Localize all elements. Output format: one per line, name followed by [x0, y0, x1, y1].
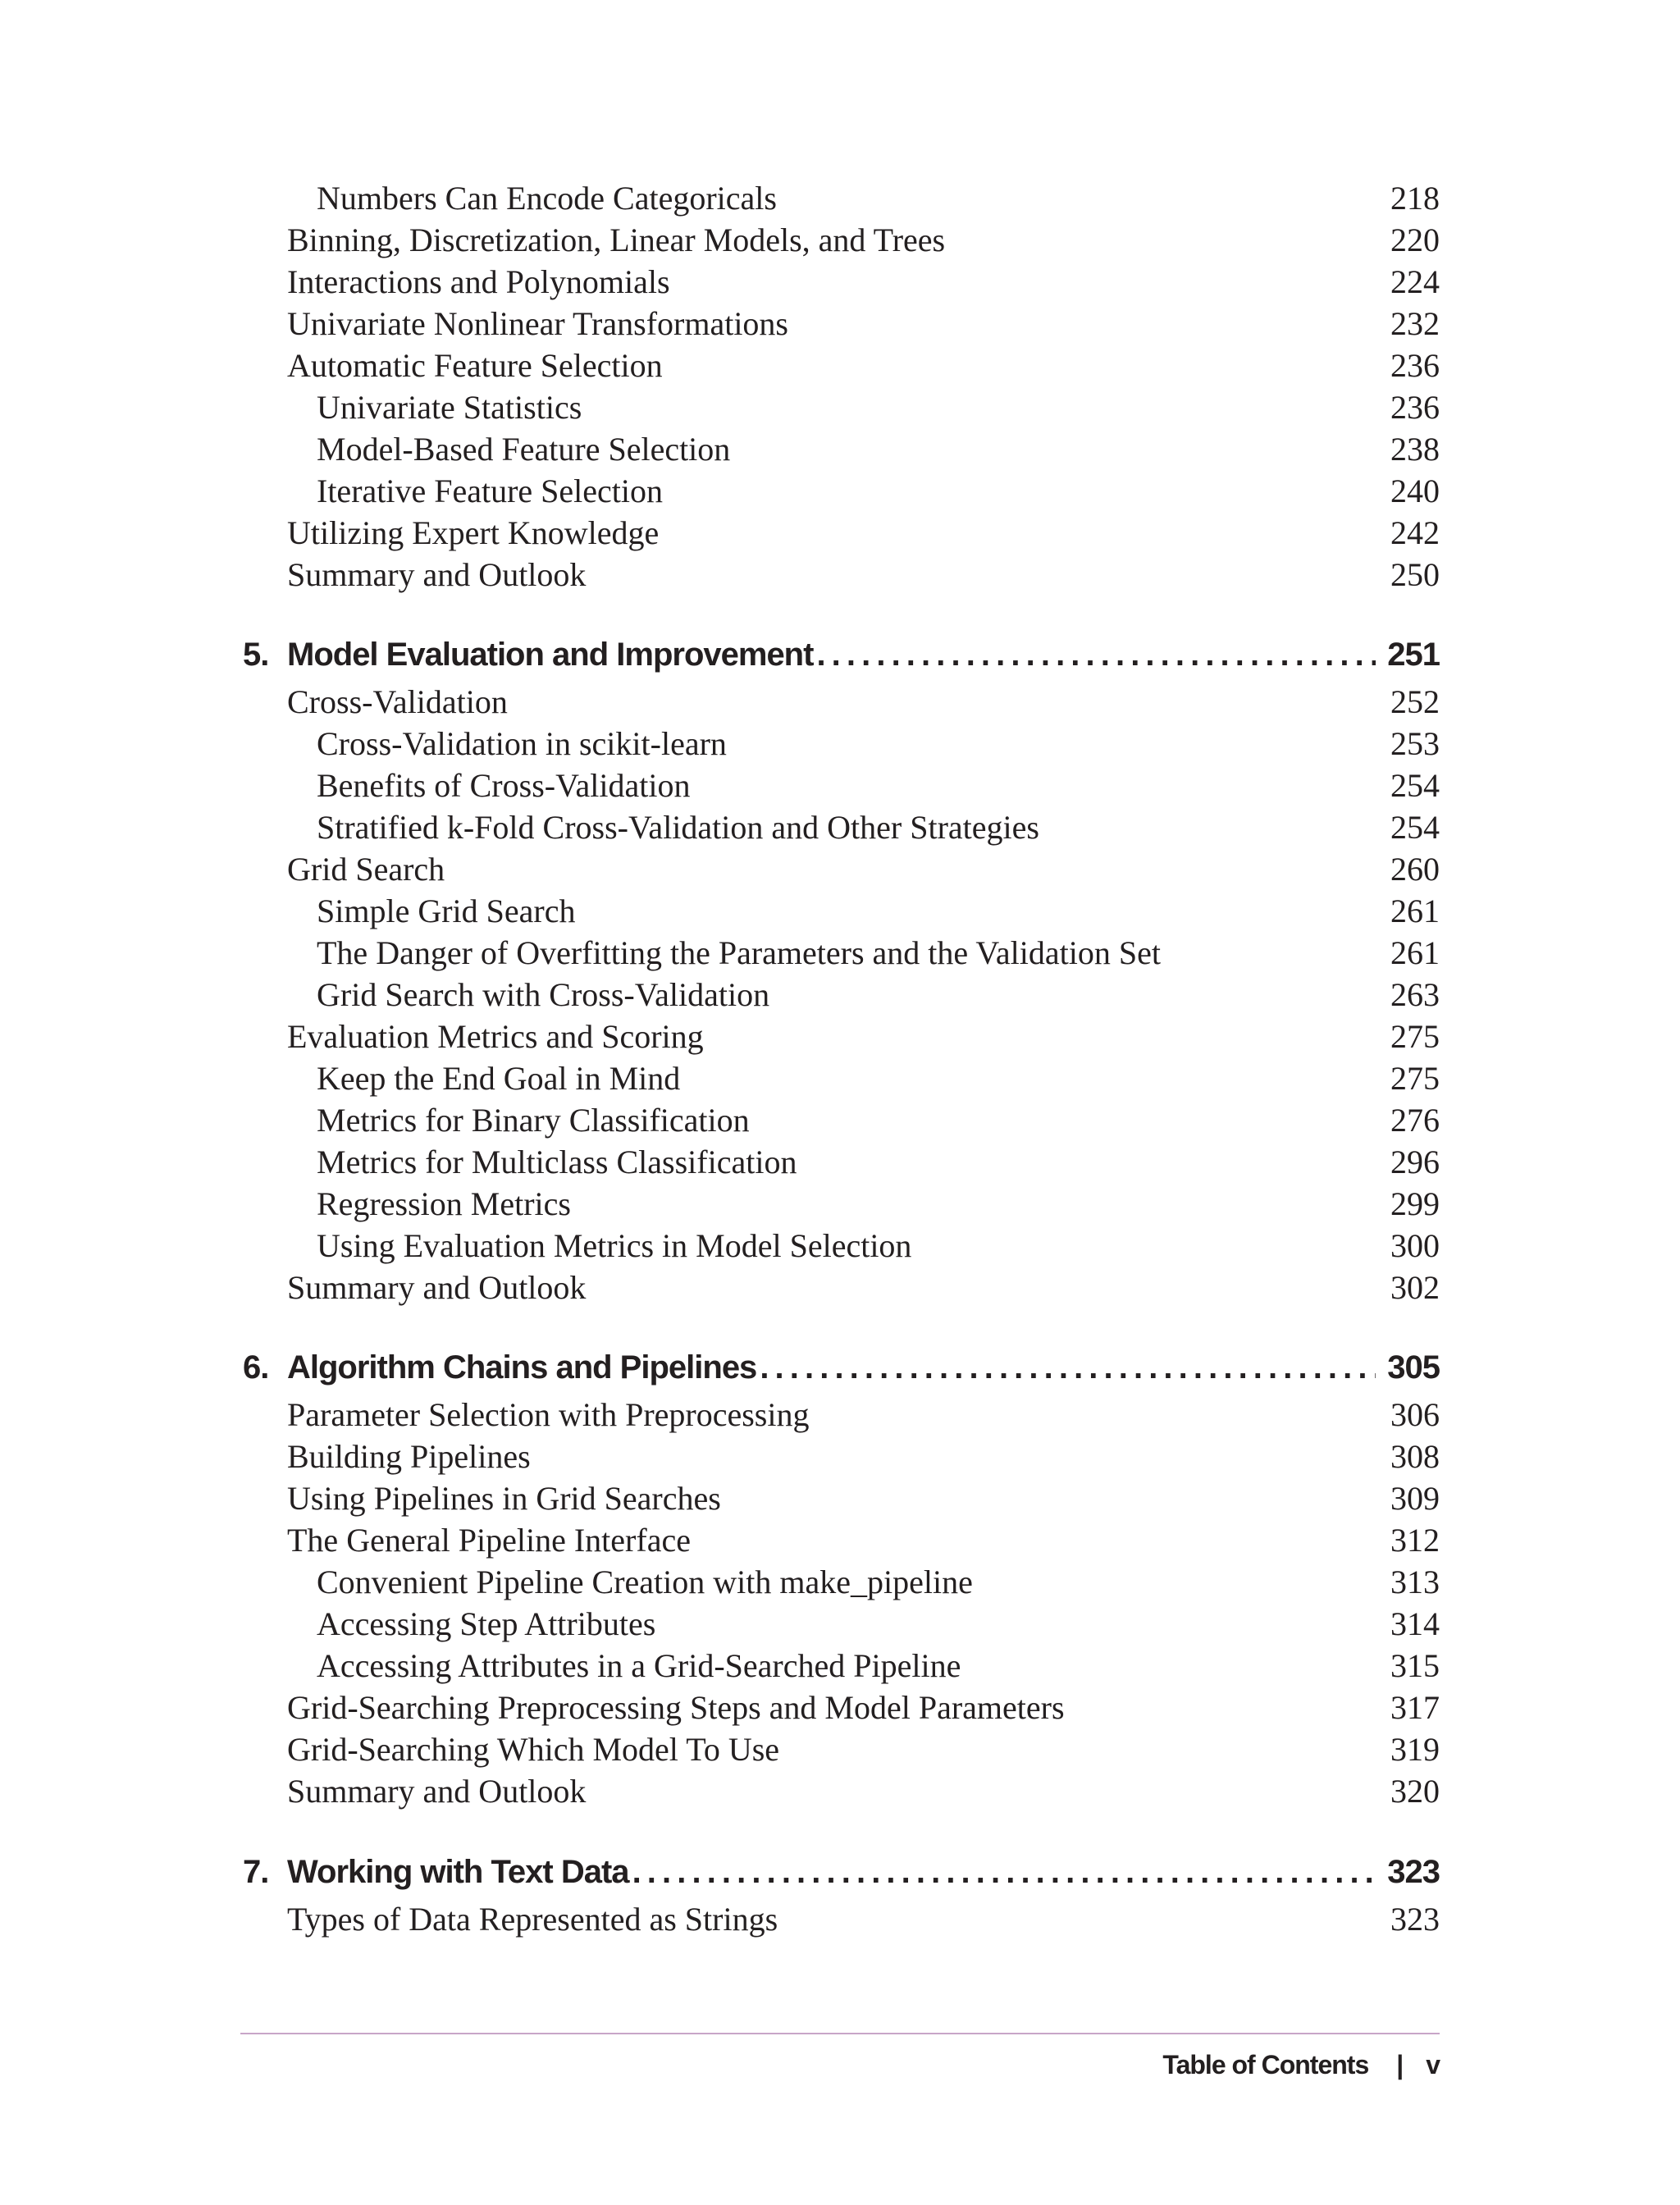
toc-entry-title: Model-Based Feature Selection [317, 431, 731, 468]
toc-entry-page: 308 [1390, 1438, 1440, 1475]
toc-chapter-heading [243, 630, 1440, 679]
toc-entry-page: 232 [1390, 305, 1440, 342]
toc-entry-page: 299 [1390, 1185, 1440, 1222]
toc-entry-title: Iterative Feature Selection [317, 472, 664, 509]
toc-entry-title: Keep the End Goal in Mind [317, 1060, 681, 1097]
toc-entry-title: Using Evaluation Metrics in Model Selection [317, 1227, 912, 1264]
dot-leader [813, 630, 1376, 679]
toc-entry [317, 806, 1440, 849]
toc-entry [317, 1183, 1440, 1226]
toc-entry-title: Univariate Nonlinear Transformations [287, 305, 788, 342]
toc-entry-title: Regression Metrics [317, 1185, 571, 1222]
toc-entry-page: 319 [1390, 1731, 1440, 1768]
toc-entry-page: 275 [1390, 1018, 1440, 1055]
toc-entry-page: 240 [1390, 472, 1440, 509]
footer-label: Table of Contents [1162, 2049, 1369, 2079]
toc-entry [317, 386, 1440, 429]
toc-entry-title: The Danger of Overfitting the Parameters and the Validation Set [317, 934, 1161, 971]
toc-entry-title: Grid Search with Cross-Validation [317, 976, 770, 1013]
toc-entry-title: Accessing Attributes in a Grid-Searched Pipeline [317, 1647, 961, 1684]
toc-entry-page: 254 [1390, 809, 1440, 846]
toc-entry-title: Stratified k-Fold Cross-Validation and Other Strategies [317, 809, 1039, 846]
toc-entry-page: 253 [1390, 725, 1440, 762]
toc-entry [287, 345, 1440, 387]
toc-entry [317, 1099, 1440, 1142]
toc-entry [317, 1561, 1440, 1604]
toc-entry-page: 220 [1390, 221, 1440, 258]
chapter-title: Model Evaluation and Improvement [287, 637, 814, 673]
toc-entry-title: Grid Search [287, 851, 445, 888]
toc-entry-page: 312 [1390, 1522, 1440, 1559]
toc-entry [287, 1898, 1440, 1941]
toc-entry-title: Utilizing Expert Knowledge [287, 514, 660, 551]
toc-entry [287, 1016, 1440, 1058]
toc-entry [317, 177, 1440, 220]
toc-entry-title: Cross-Validation in scikit-learn [317, 725, 727, 762]
toc-entry [317, 765, 1440, 807]
toc-entry-title: Metrics for Binary Classification [317, 1102, 750, 1139]
toc-chapter-heading [243, 1343, 1440, 1392]
toc-entry [317, 428, 1440, 471]
toc-entry-page: 263 [1390, 976, 1440, 1013]
toc-entry-title: Accessing Step Attributes [317, 1605, 656, 1642]
toc-entry-title: Building Pipelines [287, 1438, 531, 1475]
toc-entry [317, 1603, 1440, 1646]
toc-entry-title: Numbers Can Encode Categoricals [317, 180, 777, 217]
toc-entry-title: Univariate Statistics [317, 389, 582, 426]
toc-entry-page: 236 [1390, 389, 1440, 426]
toc-entry [287, 1436, 1440, 1478]
footer-separator: | [1396, 2049, 1404, 2079]
toc-entry [317, 470, 1440, 513]
dot-leader [629, 1847, 1376, 1897]
toc-entry-page: 315 [1390, 1647, 1440, 1684]
dot-leader [756, 1343, 1376, 1392]
page-footer [1162, 2044, 1440, 2085]
toc-entry [317, 1225, 1440, 1267]
chapter-number: 7. [243, 1854, 269, 1890]
toc-entry-title: Benefits of Cross-Validation [317, 767, 691, 804]
toc-entry-title: Parameter Selection with Preprocessing [287, 1396, 810, 1433]
toc-entry-page: 314 [1390, 1605, 1440, 1642]
toc-entry-title: Summary and Outlook [287, 1269, 587, 1306]
toc-entry [287, 512, 1440, 555]
toc-entry [287, 1770, 1440, 1813]
toc-entry-title: Automatic Feature Selection [287, 347, 663, 384]
toc-entry-page: 261 [1390, 934, 1440, 971]
toc-entry-page: 261 [1390, 892, 1440, 929]
toc-entry-title: Using Pipelines in Grid Searches [287, 1480, 721, 1517]
toc-entry-page: 313 [1390, 1564, 1440, 1600]
toc-entry-page: 260 [1390, 851, 1440, 888]
toc-entry-page: 306 [1390, 1396, 1440, 1433]
toc-entry-title: Binning, Discretization, Linear Models, and Trees [287, 221, 946, 258]
chapter-page: 305 [1387, 1349, 1440, 1386]
toc-entry [317, 723, 1440, 765]
toc-entry [287, 554, 1440, 596]
toc-entry [287, 1519, 1440, 1562]
toc-entry-page: 300 [1390, 1227, 1440, 1264]
toc-entry-title: The General Pipeline Interface [287, 1522, 691, 1559]
toc-entry-page: 276 [1390, 1102, 1440, 1139]
chapter-title: Algorithm Chains and Pipelines [287, 1349, 757, 1386]
toc-entry [317, 1057, 1440, 1100]
toc-entry-page: 275 [1390, 1060, 1440, 1097]
toc-entry [287, 1477, 1440, 1520]
toc-entry [317, 890, 1440, 933]
toc-entry-page: 218 [1390, 180, 1440, 217]
toc-entry [287, 303, 1440, 345]
toc-entry [287, 1394, 1440, 1436]
toc-entry [317, 1141, 1440, 1184]
toc-entry-page: 320 [1390, 1773, 1440, 1810]
toc-entry [287, 261, 1440, 304]
toc-entry-page: 238 [1390, 431, 1440, 468]
toc-entry-page: 242 [1390, 514, 1440, 551]
chapter-number: 5. [243, 637, 269, 673]
toc-entry-title: Grid-Searching Which Model To Use [287, 1731, 780, 1768]
toc-entry-page: 250 [1390, 556, 1440, 593]
toc-entry [287, 681, 1440, 724]
toc-entry-page: 252 [1390, 683, 1440, 720]
toc-entry-page: 236 [1390, 347, 1440, 384]
chapter-page: 323 [1387, 1854, 1440, 1890]
toc-entry-page: 302 [1390, 1269, 1440, 1306]
toc-entry [287, 1687, 1440, 1729]
chapter-title: Working with Text Data [287, 1854, 629, 1890]
toc-entry-title: Types of Data Represented as Strings [287, 1901, 778, 1938]
chapter-number: 6. [243, 1349, 269, 1386]
toc-entry [287, 1267, 1440, 1309]
toc-entry-page: 309 [1390, 1480, 1440, 1517]
toc-entry-title: Summary and Outlook [287, 556, 587, 593]
toc-entry-page: 317 [1390, 1689, 1440, 1726]
toc-entry-page: 296 [1390, 1144, 1440, 1180]
toc-entry-title: Cross-Validation [287, 683, 508, 720]
toc-entry [287, 1728, 1440, 1771]
chapter-page: 251 [1387, 637, 1440, 673]
toc-chapter-heading [243, 1847, 1440, 1897]
footer-rule [240, 2033, 1440, 2034]
toc-entry [287, 848, 1440, 891]
toc-entry [317, 932, 1440, 975]
toc-entry-page: 323 [1390, 1901, 1440, 1938]
toc-entry-title: Summary and Outlook [287, 1773, 587, 1810]
toc-entry-title: Simple Grid Search [317, 892, 576, 929]
toc-entry-title: Metrics for Multiclass Classification [317, 1144, 797, 1180]
toc-entry-page: 254 [1390, 767, 1440, 804]
toc-entry-title: Interactions and Polynomials [287, 263, 670, 300]
toc-entry [287, 219, 1440, 262]
toc-entry [317, 974, 1440, 1016]
toc-entry-title: Convenient Pipeline Creation with make_pipeline [317, 1564, 973, 1600]
toc-entry-page: 224 [1390, 263, 1440, 300]
footer-page-number: v [1426, 2049, 1440, 2079]
toc-entry-title: Grid-Searching Preprocessing Steps and Model Parameters [287, 1689, 1065, 1726]
toc-entry [317, 1645, 1440, 1687]
toc-entry-title: Evaluation Metrics and Scoring [287, 1018, 704, 1055]
